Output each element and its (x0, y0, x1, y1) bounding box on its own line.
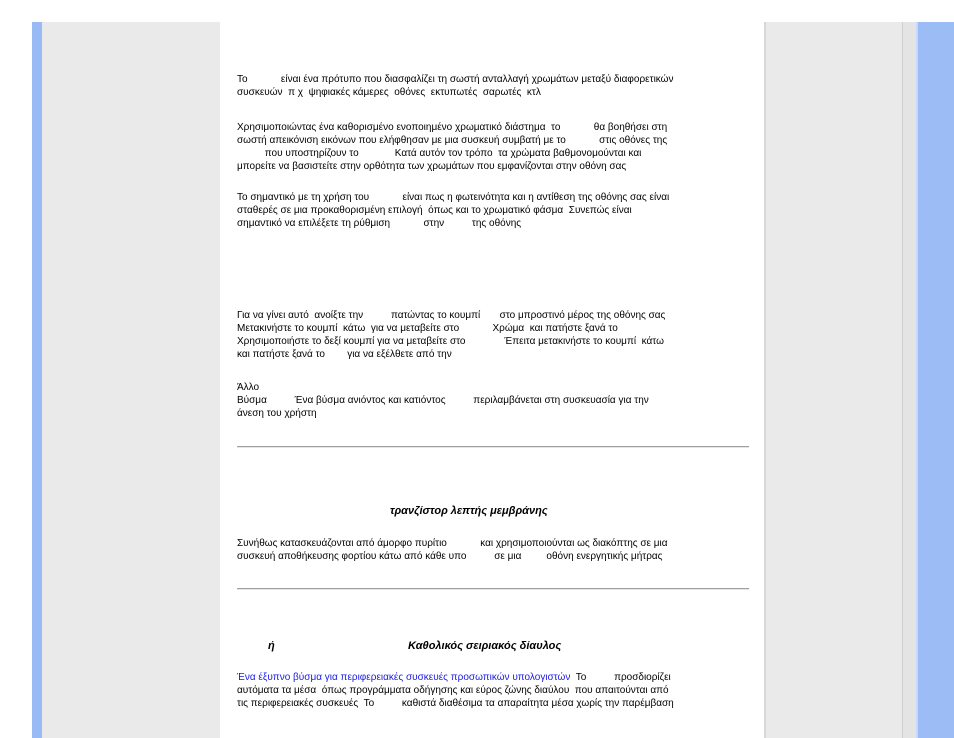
text-line: Χρησιμοποιήστε το δεξί κουμπί για να μεταβείτε στο Έπειτα μετακινήστε το κουμπί κάτω (237, 336, 664, 347)
text-line: Χρησιμοποιώντας ένα καθορισμένο ενοποιημένο χρωματικό διάστημα το θα βοηθήσει στη (237, 122, 668, 133)
tft-heading: τρανζίστορ λεπτής μεμβράνης (390, 505, 548, 517)
text-line: και πατήστε ξανά το για να εξέλθετε από την (237, 349, 452, 360)
right-margin-divider (902, 22, 916, 738)
right-margin-panel (764, 22, 916, 738)
text-line: μπορείτε να βασιστείτε στην ορθότητα των χρωμάτων που εμφανίζονται στην οθόνη σας (237, 161, 627, 172)
srgb-paragraph-4 (237, 309, 757, 361)
usb-paragraph (237, 671, 757, 710)
section-divider (237, 446, 749, 448)
right-frame-accent (916, 22, 954, 738)
text-line: σταθερές σε μια προκαθορισμένη επιλογή όπως και το χρωματικό φάσμα Συνεπώς είναι (237, 205, 632, 216)
section-divider (237, 588, 749, 590)
text-line: συσκευή αποθήκευσης φορτίου κάτω από κάθε υπο σε μια οθόνη ενεργητικής μήτρας (237, 551, 663, 562)
text-fragment: Το προσδιορίζει (570, 672, 671, 683)
text-line: Συνήθως κατασκευάζονται από άμορφο πυρίτιο και χρησιμοποιούνται ως διακόπτης σε μια (237, 538, 668, 549)
document-page (220, 22, 764, 738)
other-section (237, 381, 757, 420)
text-line: συσκευών π χ ψηφιακές κάμερες οθόνες εκτυπωτές σαρωτές κτλ (237, 87, 541, 98)
text-line: Για να γίνει αυτό ανοίξτε την πατώντας το κουμπί στο μπροστινό μέρος της οθόνης σας (237, 310, 666, 321)
srgb-paragraph-2 (237, 121, 757, 173)
usb-heading: Καθολικός σειριακός δίαυλος (408, 640, 562, 652)
left-margin-panel (42, 22, 220, 738)
left-frame-accent (32, 22, 42, 738)
text-line: αυτόματα τα μέσα όπως προγράμματα οδήγησης και εύρος ζώνης διαύλου που απαιτούνται από (237, 685, 669, 696)
other-title: Άλλο (237, 382, 260, 393)
text-line: που υποστηρίζουν το Κατά αυτόν τον τρόπο τα χρώματα βαθμονομούνται και (237, 148, 642, 159)
text-line: Βύσμα Ένα βύσμα ανιόντος και κατιόντος περιλαμβάνεται στη συσκευασία για την (237, 395, 649, 406)
text-line: Μετακινήστε το κουμπί κάτω για να μεταβείτε στο Χρώμα και πατήστε ξανά το (237, 323, 618, 334)
text-line: Το είναι ένα πρότυπο που διασφαλίζει τη σωστή ανταλλαγή χρωμάτων μεταξύ διαφορετικών (237, 74, 674, 85)
srgb-paragraph-3 (237, 191, 757, 230)
text-line: Το σημαντικό με τη χρήση του είναι πως η φωτεινότητα και η αντίθεση της οθόνης σας είναι (237, 192, 670, 203)
text-line (237, 671, 757, 684)
srgb-paragraph-1 (237, 73, 757, 99)
usb-definition-link[interactable]: Ένα έξυπνο βύσμα για περιφερειακές συσκευές προσωπικών υπολογιστών (237, 672, 571, 683)
tft-paragraph (237, 537, 757, 563)
text-line: τις περιφερειακές συσκευές Το καθιστά διαθέσιμα τα απαραίτητα μέσα χωρίς την παρέμβαση (237, 698, 674, 709)
usb-heading-prefix: ή (268, 640, 275, 652)
text-line: άνεση του χρήστη (237, 408, 317, 419)
text-line: σημαντικό να επιλέξετε τη ρύθμιση στην της οθόνης (237, 218, 522, 229)
text-line: σωστή απεικόνιση εικόνων που ελήφθησαν με μια συσκευή συμβατή με το στις οθόνες της (237, 135, 668, 146)
